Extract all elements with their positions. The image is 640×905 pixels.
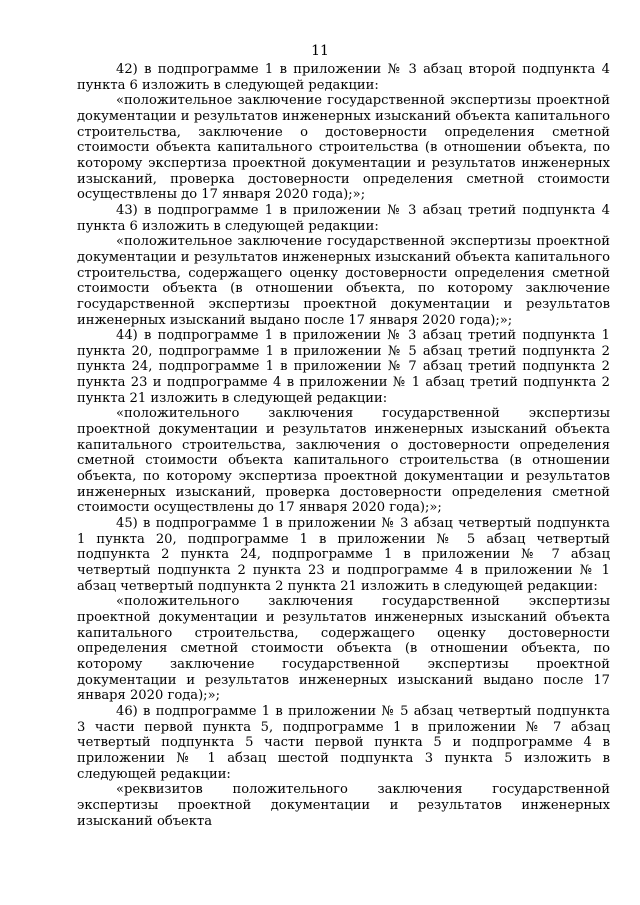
paragraph-item-42: 42) в подпрограмме 1 в приложении № 3 абзац второй подпункта 4 пункта 6 изложить в следующей редакции: <box>77 62 610 93</box>
paragraph-item-46: 46) в подпрограмме 1 в приложении № 5 абзац четвертый подпункта 3 части первой пункта 5, подпрограмме 1 в приложении № 7 абзац четвертый подпункта 5 части первой пункта 5 и подпрограмме 4 в приложении № 1 абзац шестой подпункта 3 пункта 5 изложить в следующей редакции: <box>77 703 610 782</box>
paragraph-item-43: 43) в подпрограмме 1 в приложении № 3 абзац третий подпункта 4 пункта 6 изложить в следующей редакции: <box>77 202 610 234</box>
paragraph-item-45: 45) в подпрограмме 1 в приложении № 3 абзац четвертый подпункта 1 пункта 20, подпрограмме 1 в приложении № 5 абзац четвертый подпункта 2 пункта 24, подпрограмме 1 в приложении № 7 абзац четвертый подпункта 2 пункта 23 и подпрограмме 4 в приложении № 1 абзац четвертый подпункта 2 пункта 21 изложить в следующей редакции: <box>77 516 610 594</box>
quoted-text-46: «реквизитов положительного заключения государственной экспертизы проектной документации и результатов инженерных изысканий объекта <box>77 782 610 829</box>
paragraph-item-44: 44) в подпрограмме 1 в приложении № 3 абзац третий подпункта 1 пункта 20, подпрограмме 1 в приложении № 5 абзац третий подпункта 2 пункта 24, подпрограмме 1 в приложении № 7 абзац третий подпункта 2 пункта 23 и подпрограмме 4 в приложении № 1 абзац третий подпункта 2 пункта 21 изложить в следующей редакции: <box>77 328 610 406</box>
document-body <box>77 62 610 829</box>
quoted-text-45: «положительного заключения государственной экспертизы проектной документации и результатов инженерных изысканий объекта капитального строительства, содержащего оценку достоверности определения сметной стоимости объекта (в отношении объекта, по которому заключение государственной экспертизы проектной документации и результатов инженерных изысканий выдано после 17 января 2020 года);»; <box>77 594 610 704</box>
quoted-text-43: «положительное заключение государственной экспертизы проектной документации и результатов инженерных изысканий объекта капитального строительства, содержащего оценку достоверности определения сметной стоимости объекта (в отношении объекта, по которому заключение государственной экспертизы проектной документации и результатов инженерных изысканий выдано после 17 января 2020 года);»; <box>77 234 610 328</box>
page-number: 11 <box>311 43 329 59</box>
quoted-text-42: «положительное заключение государственной экспертизы проектной документации и результатов инженерных изысканий объекта капитального строительства, заключение о достоверности определения сметной стоимости объекта капитального строительства (в отношении объекта, по которому экспертиза проектной документации и результатов инженерных изысканий, проверка достоверности определения сметной стоимости осуществлены до 17 января 2020 года);»; <box>77 93 610 203</box>
quoted-text-44: «положительного заключения государственной экспертизы проектной документации и результатов инженерных изысканий объекта капитального строительства, заключения о достоверности определения сметной стоимости объекта капитального строительства (в отношении объекта, по которому экспертиза проектной документации и результатов инженерных изысканий, проверка достоверности определения сметной стоимости осуществлены до 17 января 2020 года);»; <box>77 406 610 516</box>
